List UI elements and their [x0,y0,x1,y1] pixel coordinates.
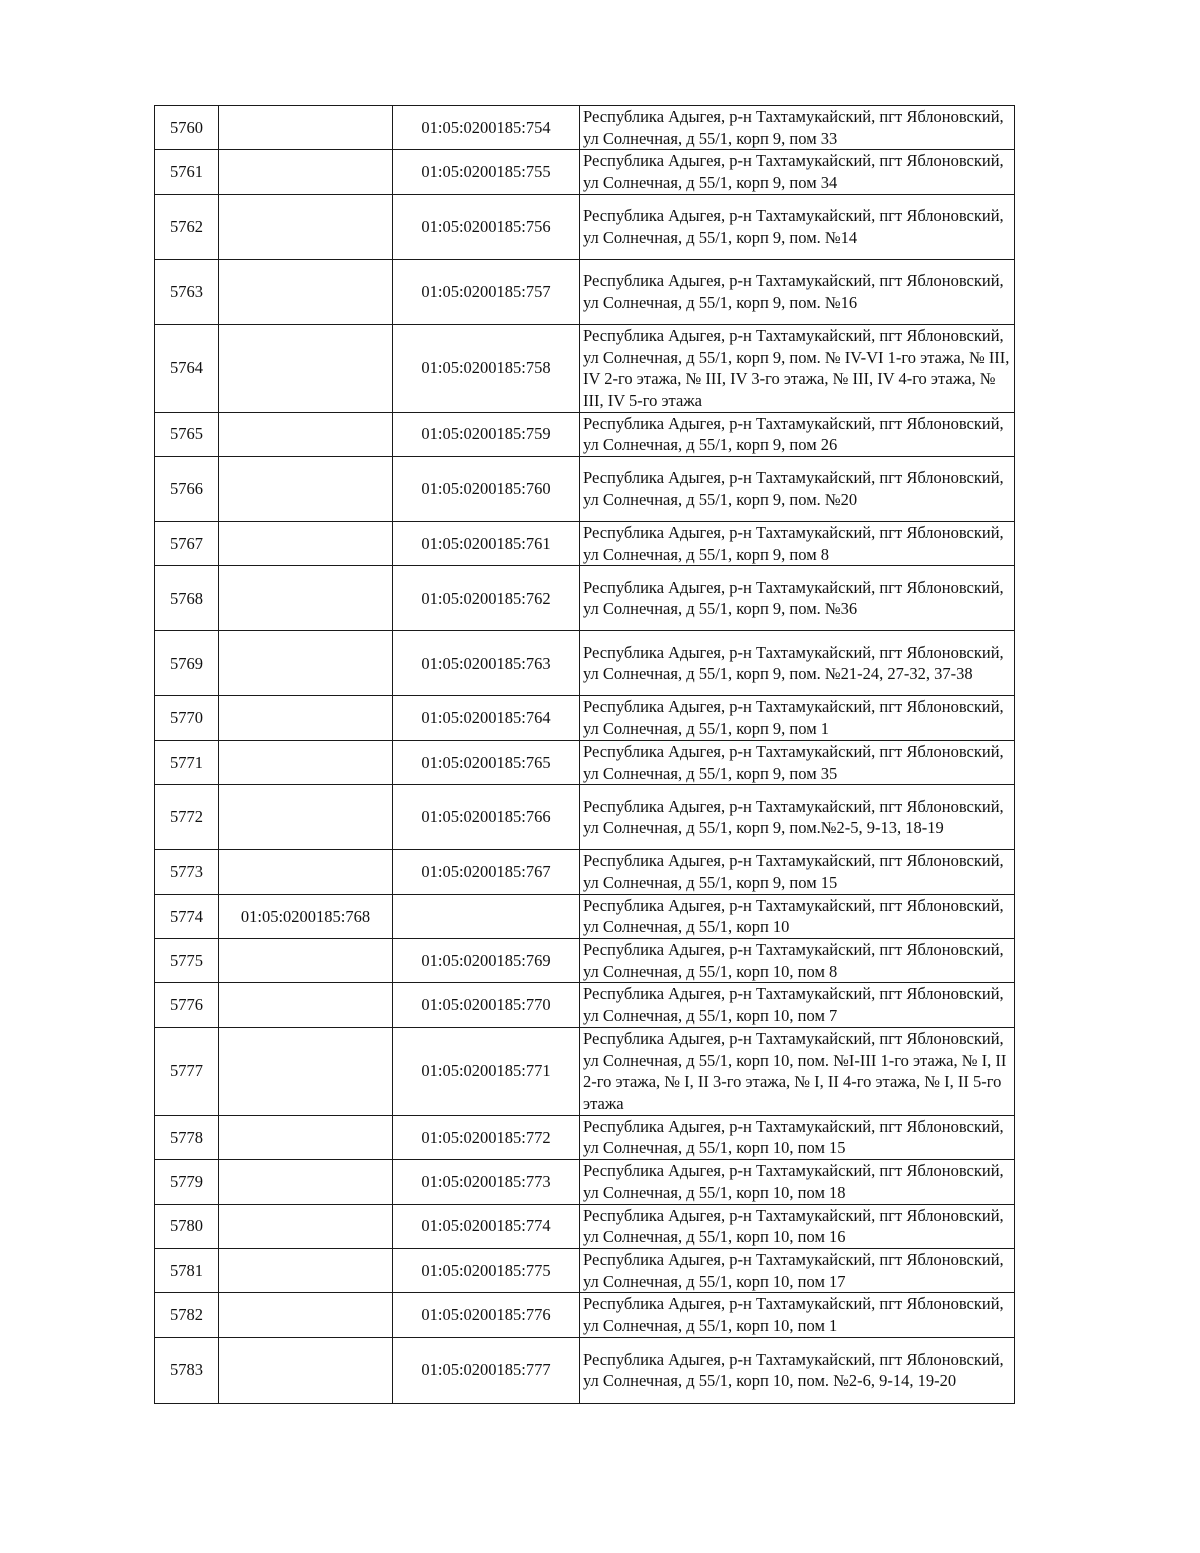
parent-cadastral-number-cell [219,457,393,522]
table-row [155,522,1015,566]
parent-cadastral-number-cell [219,740,393,784]
cadastral-number-cell: 01:05:0200185:756 [393,194,580,259]
parent-cadastral-number-cell [219,324,393,412]
cadastral-number-cell: 01:05:0200185:754 [393,106,580,150]
table-row [155,259,1015,324]
parent-cadastral-number-cell [219,1204,393,1248]
address-cell: Республика Адыгея, р-н Тахтамукайский, пгт Яблоновский, ул Солнечная, д 55/1, корп 10, пом. №I-III 1-го этажа, № I, II 2-го этажа, № I, II 3-го этажа, № I, II 4-го этажа, № I, II 5-го этажа [580,1027,1015,1115]
table-row [155,631,1015,696]
address-cell: Республика Адыгея, р-н Тахтамукайский, пгт Яблоновский, ул Солнечная, д 55/1, корп 10, пом 18 [580,1160,1015,1204]
table-row [155,1293,1015,1337]
table-row [155,785,1015,850]
table-row [155,1115,1015,1159]
parent-cadastral-number-cell [219,566,393,631]
cadastral-number-cell: 01:05:0200185:758 [393,324,580,412]
table-row [155,150,1015,194]
row-number-cell: 5762 [155,194,219,259]
table-row [155,850,1015,894]
table-row [155,1204,1015,1248]
table-row [155,457,1015,522]
parent-cadastral-number-cell [219,631,393,696]
table-body [155,106,1015,1404]
cadastral-number-cell: 01:05:0200185:760 [393,457,580,522]
address-cell: Республика Адыгея, р-н Тахтамукайский, пгт Яблоновский, ул Солнечная, д 55/1, корп 10, пом 8 [580,939,1015,983]
row-number-cell: 5779 [155,1160,219,1204]
parent-cadastral-number-cell [219,1248,393,1292]
parent-cadastral-number-cell [219,1160,393,1204]
row-number-cell: 5765 [155,412,219,456]
row-number-cell: 5761 [155,150,219,194]
parent-cadastral-number-cell [219,1337,393,1403]
row-number-cell: 5783 [155,1337,219,1403]
row-number-cell: 5767 [155,522,219,566]
address-cell: Республика Адыгея, р-н Тахтамукайский, пгт Яблоновский, ул Солнечная, д 55/1, корп 10, пом. №2-6, 9-14, 19-20 [580,1337,1015,1403]
row-number-cell: 5772 [155,785,219,850]
cadastral-number-cell: 01:05:0200185:755 [393,150,580,194]
row-number-cell: 5780 [155,1204,219,1248]
address-cell: Республика Адыгея, р-н Тахтамукайский, пгт Яблоновский, ул Солнечная, д 55/1, корп 9, пом 15 [580,850,1015,894]
table-row [155,894,1015,938]
cadastral-number-cell: 01:05:0200185:757 [393,259,580,324]
address-cell: Республика Адыгея, р-н Тахтамукайский, пгт Яблоновский, ул Солнечная, д 55/1, корп 9, пом. №36 [580,566,1015,631]
row-number-cell: 5766 [155,457,219,522]
parent-cadastral-number-cell [219,696,393,740]
cadastral-number-cell: 01:05:0200185:775 [393,1248,580,1292]
row-number-cell: 5774 [155,894,219,938]
parent-cadastral-number-cell: 01:05:0200185:768 [219,894,393,938]
row-number-cell: 5769 [155,631,219,696]
row-number-cell: 5768 [155,566,219,631]
row-number-cell: 5763 [155,259,219,324]
address-cell: Республика Адыгея, р-н Тахтамукайский, пгт Яблоновский, ул Солнечная, д 55/1, корп 9, пом. № IV-VI 1-го этажа, № III, IV 2-го этажа, № III, IV 3-го этажа, № III, IV 4-го этажа, № III, IV 5-го этажа [580,324,1015,412]
cadastral-number-cell: 01:05:0200185:766 [393,785,580,850]
cadastral-number-cell: 01:05:0200185:776 [393,1293,580,1337]
row-number-cell: 5770 [155,696,219,740]
address-cell: Республика Адыгея, р-н Тахтамукайский, пгт Яблоновский, ул Солнечная, д 55/1, корп 9, пом 34 [580,150,1015,194]
row-number-cell: 5764 [155,324,219,412]
address-cell: Республика Адыгея, р-н Тахтамукайский, пгт Яблоновский, ул Солнечная, д 55/1, корп 9, пом 26 [580,412,1015,456]
address-cell: Республика Адыгея, р-н Тахтамукайский, пгт Яблоновский, ул Солнечная, д 55/1, корп 9, пом 1 [580,696,1015,740]
table-row [155,1337,1015,1403]
parent-cadastral-number-cell [219,785,393,850]
cadastral-number-cell: 01:05:0200185:773 [393,1160,580,1204]
parent-cadastral-number-cell [219,150,393,194]
row-number-cell: 5773 [155,850,219,894]
table-row [155,740,1015,784]
cadastral-number-cell: 01:05:0200185:770 [393,983,580,1027]
address-cell: Республика Адыгея, р-н Тахтамукайский, пгт Яблоновский, ул Солнечная, д 55/1, корп 10, пом 17 [580,1248,1015,1292]
parent-cadastral-number-cell [219,983,393,1027]
address-cell: Республика Адыгея, р-н Тахтамукайский, пгт Яблоновский, ул Солнечная, д 55/1, корп 9, пом. №21-24, 27-32, 37-38 [580,631,1015,696]
table-row [155,412,1015,456]
row-number-cell: 5771 [155,740,219,784]
address-cell: Республика Адыгея, р-н Тахтамукайский, пгт Яблоновский, ул Солнечная, д 55/1, корп 9, пом 8 [580,522,1015,566]
address-cell: Республика Адыгея, р-н Тахтамукайский, пгт Яблоновский, ул Солнечная, д 55/1, корп 10 [580,894,1015,938]
table-row [155,194,1015,259]
table-row [155,696,1015,740]
row-number-cell: 5777 [155,1027,219,1115]
parent-cadastral-number-cell [219,1293,393,1337]
row-number-cell: 5760 [155,106,219,150]
row-number-cell: 5775 [155,939,219,983]
parent-cadastral-number-cell [219,939,393,983]
cadastral-number-cell: 01:05:0200185:777 [393,1337,580,1403]
table-row [155,1027,1015,1115]
cadastral-number-cell: 01:05:0200185:762 [393,566,580,631]
table-row [155,1248,1015,1292]
row-number-cell: 5781 [155,1248,219,1292]
cadastral-number-cell: 01:05:0200185:769 [393,939,580,983]
parent-cadastral-number-cell [219,259,393,324]
cadastral-number-cell: 01:05:0200185:759 [393,412,580,456]
cadastral-number-cell: 01:05:0200185:771 [393,1027,580,1115]
address-cell: Республика Адыгея, р-н Тахтамукайский, пгт Яблоновский, ул Солнечная, д 55/1, корп 10, пом 15 [580,1115,1015,1159]
cadastral-number-cell: 01:05:0200185:772 [393,1115,580,1159]
cadastral-number-cell: 01:05:0200185:764 [393,696,580,740]
cadastral-number-cell: 01:05:0200185:761 [393,522,580,566]
address-cell: Республика Адыгея, р-н Тахтамукайский, пгт Яблоновский, ул Солнечная, д 55/1, корп 10, пом 16 [580,1204,1015,1248]
table-row [155,1160,1015,1204]
table-row [155,939,1015,983]
address-cell: Республика Адыгея, р-н Тахтамукайский, пгт Яблоновский, ул Солнечная, д 55/1, корп 9, пом 35 [580,740,1015,784]
table-row [155,324,1015,412]
cadastral-number-cell [393,894,580,938]
parent-cadastral-number-cell [219,412,393,456]
address-cell: Республика Адыгея, р-н Тахтамукайский, пгт Яблоновский, ул Солнечная, д 55/1, корп 10, пом 7 [580,983,1015,1027]
parent-cadastral-number-cell [219,194,393,259]
table-row [155,566,1015,631]
address-cell: Республика Адыгея, р-н Тахтамукайский, пгт Яблоновский, ул Солнечная, д 55/1, корп 9, пом.№2-5, 9-13, 18-19 [580,785,1015,850]
address-cell: Республика Адыгея, р-н Тахтамукайский, пгт Яблоновский, ул Солнечная, д 55/1, корп 9, пом 33 [580,106,1015,150]
parent-cadastral-number-cell [219,106,393,150]
cadastral-number-cell: 01:05:0200185:767 [393,850,580,894]
cadastral-number-cell: 01:05:0200185:765 [393,740,580,784]
table-row [155,106,1015,150]
address-cell: Республика Адыгея, р-н Тахтамукайский, пгт Яблоновский, ул Солнечная, д 55/1, корп 10, пом 1 [580,1293,1015,1337]
cadastral-number-cell: 01:05:0200185:763 [393,631,580,696]
parent-cadastral-number-cell [219,1027,393,1115]
property-register-table [154,105,1015,1404]
address-cell: Республика Адыгея, р-н Тахтамукайский, пгт Яблоновский, ул Солнечная, д 55/1, корп 9, пом. №14 [580,194,1015,259]
table-row [155,983,1015,1027]
parent-cadastral-number-cell [219,522,393,566]
parent-cadastral-number-cell [219,1115,393,1159]
row-number-cell: 5778 [155,1115,219,1159]
parent-cadastral-number-cell [219,850,393,894]
cadastral-number-cell: 01:05:0200185:774 [393,1204,580,1248]
row-number-cell: 5782 [155,1293,219,1337]
row-number-cell: 5776 [155,983,219,1027]
address-cell: Республика Адыгея, р-н Тахтамукайский, пгт Яблоновский, ул Солнечная, д 55/1, корп 9, пом. №16 [580,259,1015,324]
address-cell: Республика Адыгея, р-н Тахтамукайский, пгт Яблоновский, ул Солнечная, д 55/1, корп 9, пом. №20 [580,457,1015,522]
